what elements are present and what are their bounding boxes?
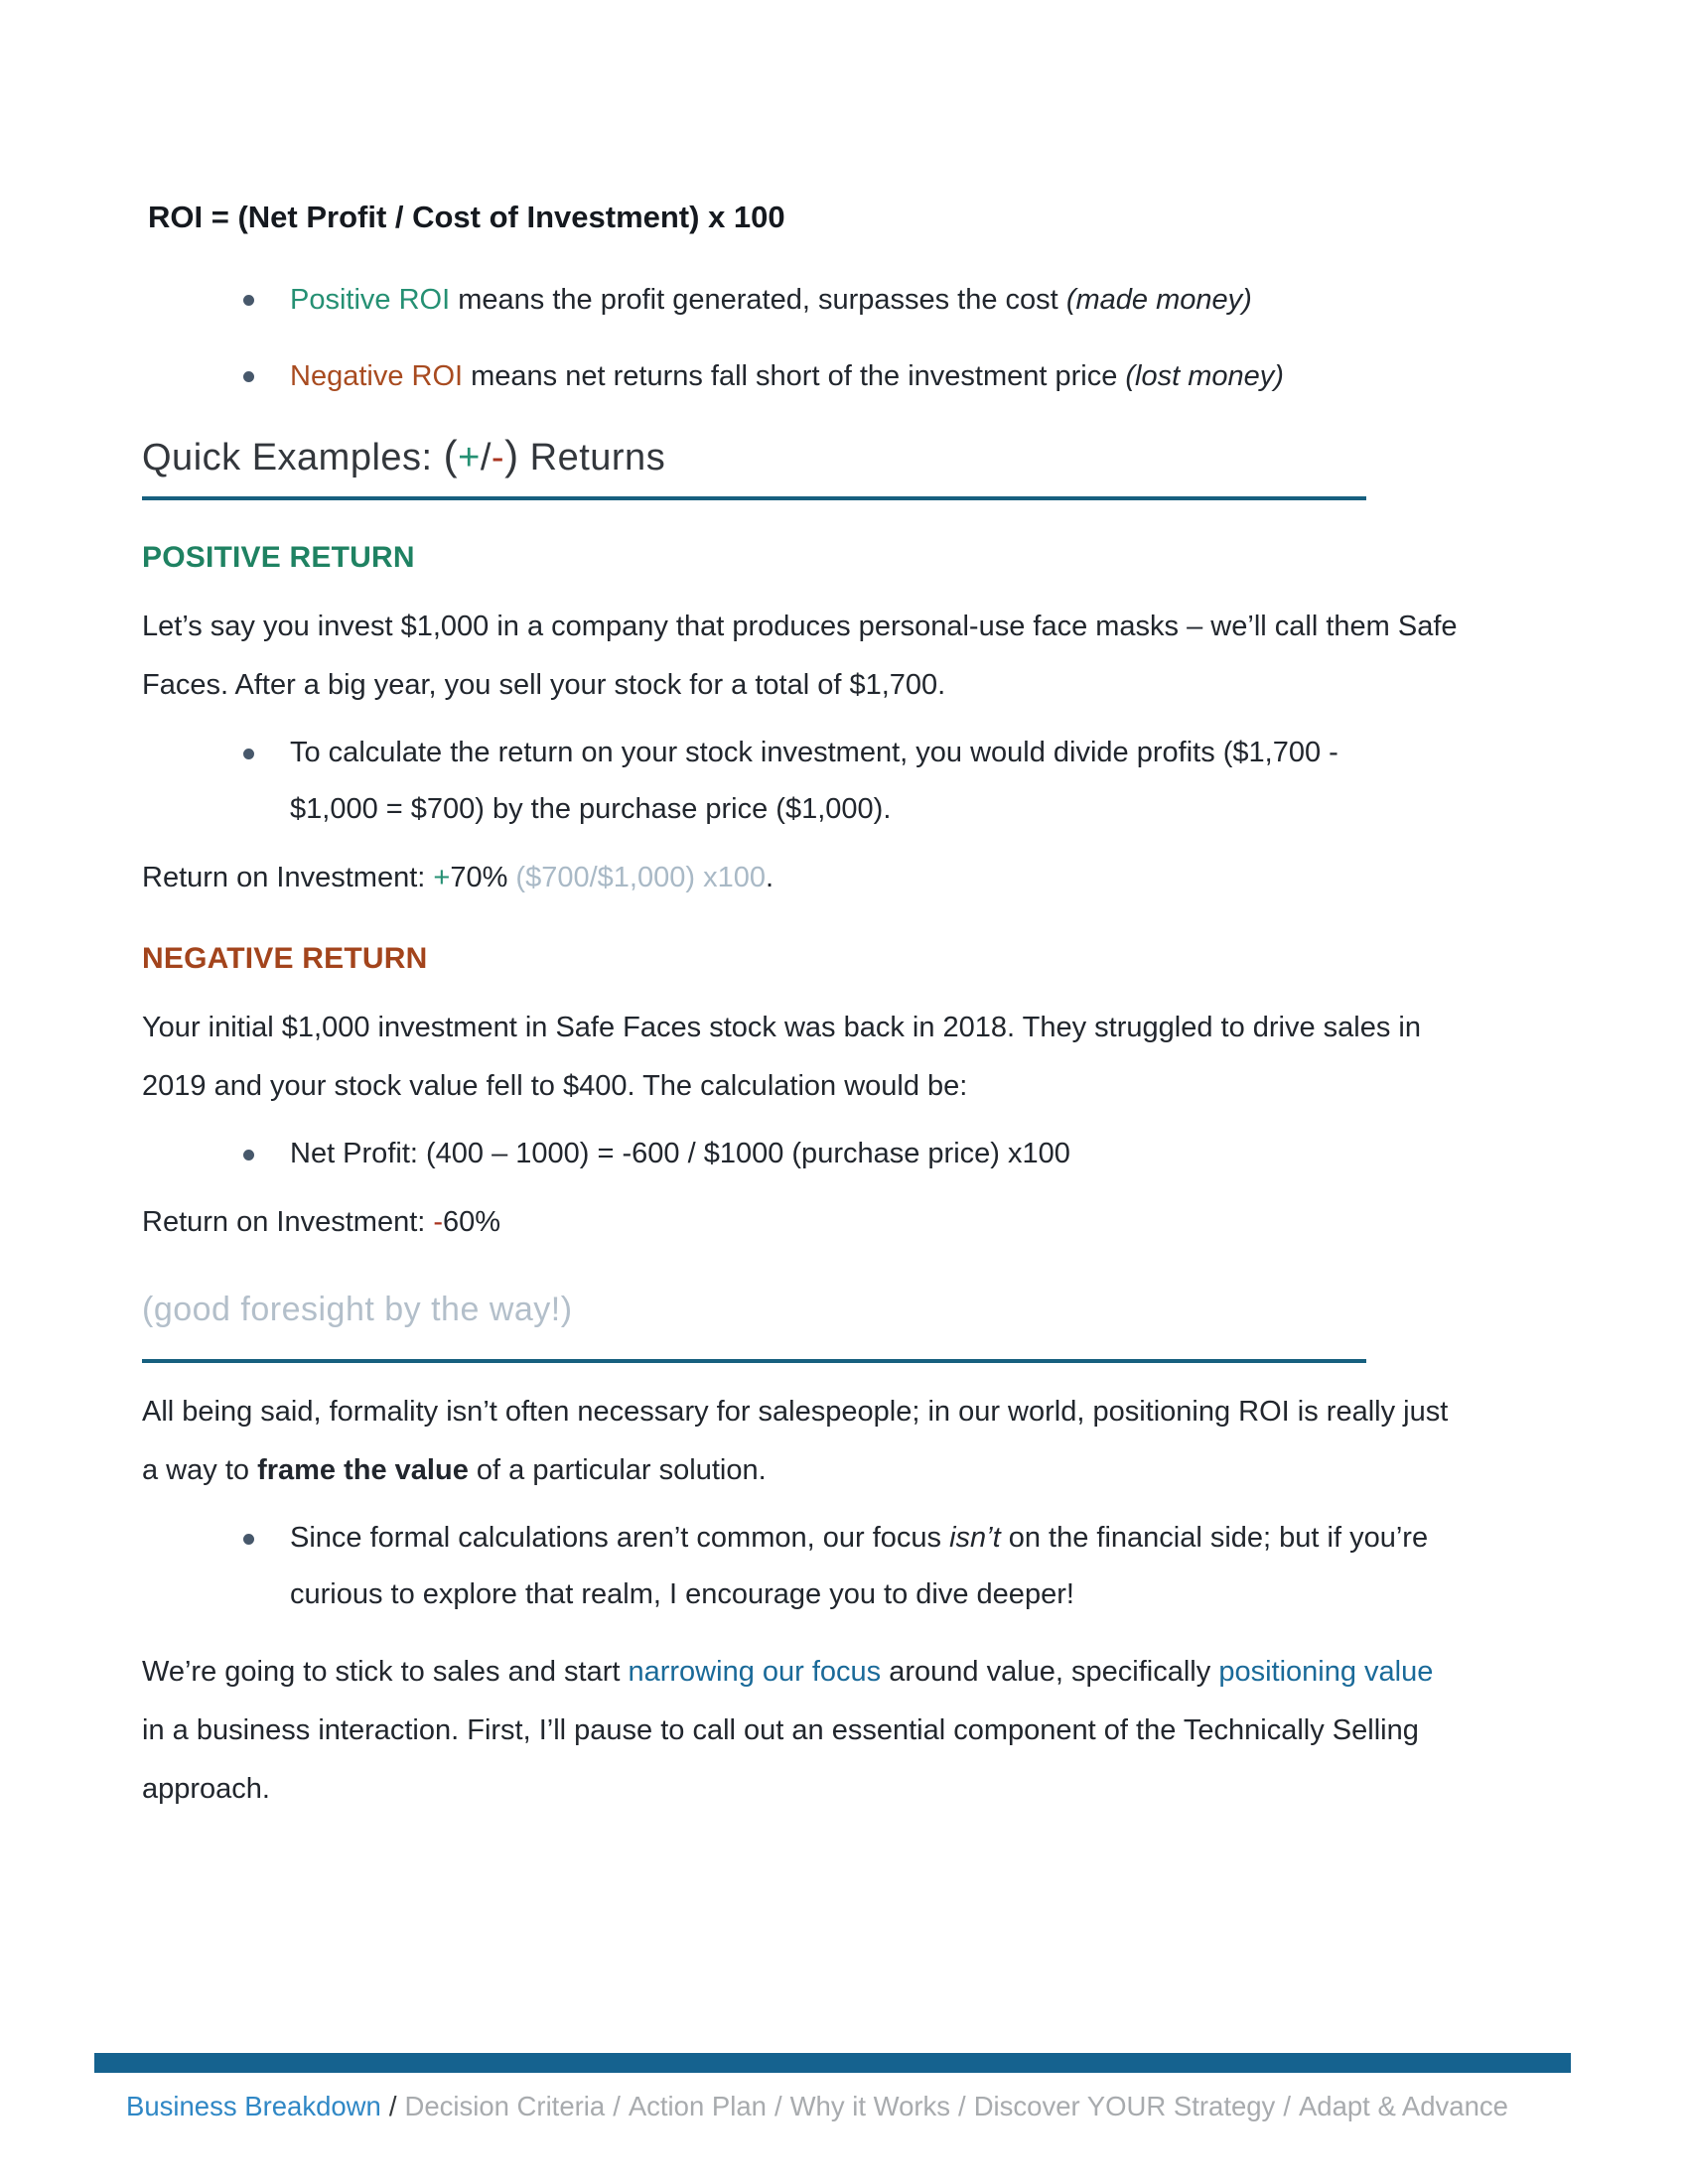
bullet-dot-icon <box>243 749 254 759</box>
negative-calculation-list <box>142 1126 1552 1182</box>
footer-bar <box>94 2053 1571 2073</box>
roi-plus-sign: + <box>433 862 451 893</box>
negative-roi-bullet <box>142 354 1552 398</box>
positive-roi-result: Return on Investment: +70% ($700/$1,000) x100. <box>142 862 774 893</box>
footer-item-business-breakdown: Business Breakdown <box>126 2091 381 2121</box>
footer-separator: / <box>388 2091 397 2121</box>
footer-item-why-it-works: Why it Works <box>789 2091 951 2121</box>
narrowing-our-focus-emphasis: narrowing our focus <box>628 1656 882 1688</box>
positioning-value-emphasis: positioning value <box>1218 1656 1434 1688</box>
positive-calculation-list <box>142 725 1552 838</box>
section-divider <box>142 1359 1366 1363</box>
negative-return-heading: NEGATIVE RETURN <box>142 942 428 975</box>
positive-return-heading: POSITIVE RETURN <box>142 541 415 574</box>
positive-roi-term: Positive ROI <box>290 284 451 316</box>
net-profit-bullet: Net Profit: (400 – 1000) = -600 / $1000 (purchase price) x100 <box>142 1126 1552 1182</box>
footer-breadcrumb <box>126 2089 1616 2124</box>
positive-roi-text: Positive ROI means the profit generated, surpasses the cost (made money) <box>290 284 1252 316</box>
footer-separator: / <box>1283 2091 1291 2121</box>
footer-separator: / <box>613 2091 621 2121</box>
roi-definition-list <box>142 278 1552 398</box>
bullet-dot-icon <box>243 1534 254 1545</box>
bullet-dot-icon <box>243 371 254 382</box>
calculation-bullet: To calculate the return on your stock investment, you would divide profits ($1,700 - $1,000 = $700) by the purchase price ($1,000). <box>142 725 1552 838</box>
closing-paragraph-2: We’re going to stick to sales and start narrowing our focus around value, specifically positioning value in a business interaction. First, I’ll pause to call out an essential component of the Technically Selling approach. <box>142 1656 1434 1805</box>
negative-roi-result: Return on Investment: -60% <box>142 1206 501 1238</box>
bullet-dot-icon <box>243 295 254 306</box>
negative-roi-text: Negative ROI means net returns fall short of the investment price (lost money) <box>290 360 1284 392</box>
footer-item-action-plan: Action Plan <box>628 2091 767 2121</box>
footer-item-adapt-advance: Adapt & Advance <box>1298 2091 1508 2121</box>
roi-formula-detail: ($700/$1,000) x100 <box>515 862 766 893</box>
positive-return-paragraph: Let’s say you invest $1,000 in a company that produces personal-use face masks – we’ll call them Safe Faces. After a big year, you sell your stock for a total of $1,700. <box>142 611 1458 701</box>
footer-separator: / <box>774 2091 782 2121</box>
document-page <box>142 0 1552 1819</box>
frame-the-value-emphasis: frame the value <box>257 1454 469 1486</box>
bullet-dot-icon <box>243 1150 254 1160</box>
negative-roi-term: Negative ROI <box>290 360 464 392</box>
foresight-aside: (good foresight by the way!) <box>142 1291 573 1328</box>
section-divider <box>142 496 1366 500</box>
positive-roi-bullet <box>142 278 1552 322</box>
plus-sign: + <box>458 437 481 478</box>
quick-examples-heading: Quick Examples: (+/-) Returns <box>142 432 666 478</box>
minus-sign: - <box>491 437 505 478</box>
roi-minus-sign: - <box>433 1206 444 1238</box>
closing-paragraph-1: All being said, formality isn’t often necessary for salespeople; in our world, positioning ROI is really just a way to frame the value of a particular solution. <box>142 1396 1449 1486</box>
footer-separator: / <box>958 2091 966 2121</box>
footer-item-decision-criteria: Decision Criteria <box>404 2091 606 2121</box>
roi-formula-heading: ROI = (Net Profit / Cost of Investment) x 100 <box>148 200 785 234</box>
focus-bullet: Since formal calculations aren’t common, our focus isn’t on the financial side; but if you’re curious to explore that realm, I encourage you to dive deeper! <box>142 1510 1552 1623</box>
negative-return-paragraph: Your initial $1,000 investment in Safe Faces stock was back in 2018. They struggled to drive sales in 2019 and your stock value fell to $400. The calculation would be: <box>142 1012 1421 1102</box>
closing-bullet-list <box>142 1510 1552 1623</box>
footer-item-discover-your-strategy: Discover YOUR Strategy <box>973 2091 1276 2121</box>
